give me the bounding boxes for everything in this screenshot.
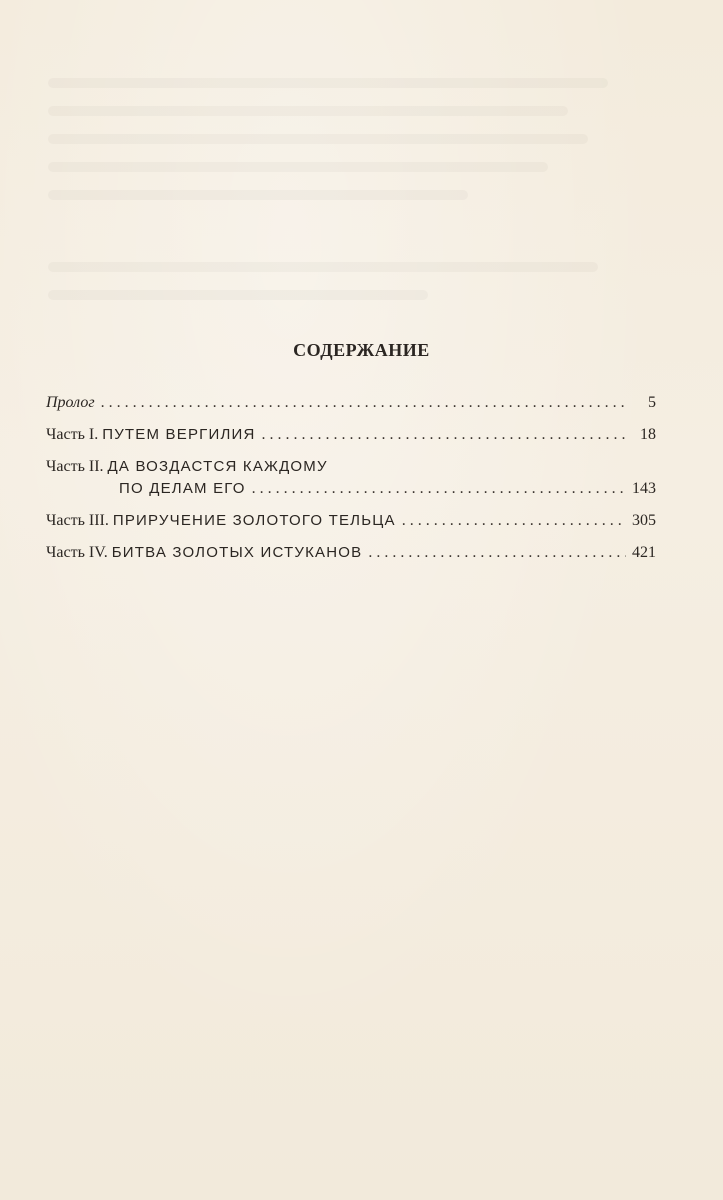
show-through-line	[48, 262, 598, 272]
toc-entry-part-4[interactable]	[46, 542, 656, 564]
toc-entry-title: БИТВА ЗОЛОТЫХ ИСТУКАНОВ	[111, 544, 363, 561]
toc-part-prefix: Часть I.	[46, 426, 103, 443]
leader-dots	[368, 542, 626, 564]
toc-entry-title-line1: ДА ВОЗДАСТСЯ КАЖДОМУ	[107, 458, 328, 475]
toc-part-prefix: Часть III.	[46, 512, 113, 529]
show-through-line	[48, 190, 468, 200]
toc-entry-prologue[interactable]	[46, 392, 656, 414]
toc-entry-title-line2: ПО ДЕЛАМ ЕГО	[119, 480, 246, 497]
toc-page-number: 143	[632, 480, 656, 497]
toc-part-prefix: Часть IV.	[46, 544, 112, 561]
toc-entry-part-2[interactable]	[46, 456, 656, 500]
toc-entry-part-3[interactable]	[46, 510, 656, 532]
leader-dots	[262, 424, 628, 446]
toc-page-number: 421	[632, 544, 656, 561]
show-through-line	[48, 106, 568, 116]
leader-dots	[402, 510, 626, 532]
toc-part-prefix: Часть II.	[46, 458, 108, 475]
toc-entry-part-1[interactable]	[46, 424, 656, 446]
toc-page-number: 5	[648, 394, 656, 411]
toc-entry-title: ПРИРУЧЕНИЕ ЗОЛОТОГО ТЕЛЬЦА	[112, 512, 396, 529]
show-through-line	[48, 162, 548, 172]
toc-page-number: 18	[640, 426, 656, 443]
leader-dots	[252, 478, 626, 500]
show-through-line	[48, 78, 608, 88]
toc-entry-title: ПУТЕМ ВЕРГИЛИЯ	[102, 426, 256, 443]
show-through-line	[48, 134, 588, 144]
show-through-line	[48, 290, 428, 300]
toc-page-number: 305	[632, 512, 656, 529]
contents-heading: СОДЕРЖАНИЕ	[293, 340, 430, 360]
leader-dots	[101, 392, 628, 414]
toc-entry-title: Пролог	[46, 394, 95, 411]
table-of-contents	[46, 392, 656, 564]
